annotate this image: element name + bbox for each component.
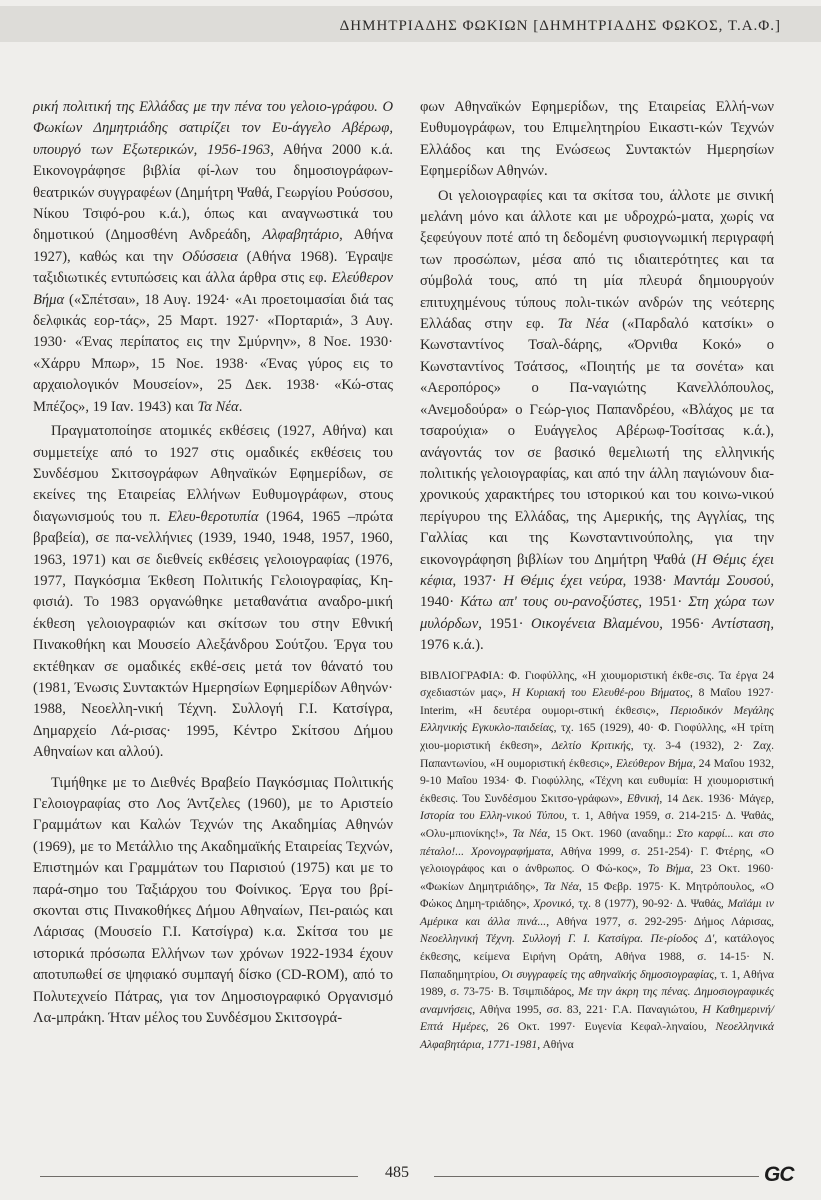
- text-run: , 26 Οκτ. 1997· Ευγενία Κεφαλ-ληναίου,: [485, 1020, 716, 1034]
- paragraph: [33, 773, 393, 1030]
- italic-title: Τα Νέα: [197, 398, 239, 415]
- text-run: , 1956·: [659, 615, 712, 632]
- text-run: , Αθήνα 1927), καθώς και την: [33, 227, 393, 265]
- text-run: , 1951·: [478, 615, 531, 632]
- italic-title: Κάτω απ' τους ου-ρανοξύστες: [460, 594, 639, 611]
- page-number: 485: [385, 1164, 409, 1181]
- italic-title: Αλφαβητάριο: [262, 227, 340, 244]
- text-run: , 24 Μαΐου 1932, 9-10 Μαΐου 1934· Φ. Γιοφύλλης, «Τέχνη και ευθυμία: Η χιουμοριστική έκθεσις. Του Συνδέσμου Σκιτσο-γράφων»,: [420, 756, 774, 805]
- running-title: ΔΗΜΗΤΡΙΑΔΗΣ ΦΩΚΙΩΝ [ΔΗΜΗΤΡΙΑΔΗΣ ΦΩΚΟΣ, Τ.Α.Φ.]: [339, 18, 781, 34]
- running-header: [0, 6, 821, 42]
- text-run: , Αθήνα 2000 κ.ά. Εικονογράφησε βιβλία φί-λων του δημοσιογράφων-θεατρικών συγγραφέων (Δημήτρη Ψαθά, Γεωργίου Ρούσσου, Νίκου Τσιφό-ρου κ.ά.), όπως και αναγνωστικά του δημοτικού (Δημοσθένη Ανδρεάδη,: [33, 141, 393, 244]
- italic-title: Οικογένεια Βλαμένου: [530, 615, 660, 632]
- italic-title: Η Καθημερινή/Επτά Ημέρες: [420, 1002, 774, 1034]
- text-run: («Παρδαλό κατσίκι» ο Κωνσταντίνος Τσαλ-δάρης, «Όρνιθα Κοκό» ο Κωνσταντίνος Τσάτσος, «Ποιητής με τα σονέτα» και «Αεροπόρος» ο Πα-ναγιώτης Κανελλόπουλος, «Ανεμοδούρα» ο Γεώρ-γιος Παπανδρέου, «Βλάχος με τα τσαρούχια» ο Ευάγγελος Αβέρωφ-Τοσίτσας κ.ά.), ανάγοντάς τον σε βασικό θεμελιωτή της ελληνικής πολιτικής γελοιογραφίας, και από την άλλη παγιώνουν δια-χρονικούς χαρακτήρες του ιστορικού και του κοινω-νικού περίγυρου της Ελλάδας, της Αμερικής, της Αγγλίας, της Γαλλίας και της Κωνσταντινούπολης, για την εικονογράφηση βιβλίων του Δημήτρη Ψαθά (: [420, 316, 775, 568]
- text-run: , 8 Μαΐου 1927· Interim, «Η δευτέρα ουμορι-στική έκθεσις»,: [420, 686, 775, 717]
- footer-rule: [40, 1176, 358, 1177]
- italic-title: Τα Νέα: [543, 879, 579, 893]
- italic-title: Εθνική: [626, 791, 660, 805]
- text-run: Τιμήθηκε με το Διεθνές Βραβείο Παγκόσμιας Πολιτικής Γελοιογραφίας στο Λος Άντζελες (1960), με το Αριστείο Γραμμάτων και Καλών Τεχνών της Ακαδημίας Αθηνών (1969), με το Μετάλλιο της Ακαδημαϊκής Εταιρείας Τεχνών, Επιστημών και Γραμμάτων του Παρισιού (1975) και με το παρά-σημο του Ταξιάρχου του Φοίνικος. Έργα του βρί-σκονται στις Πινακοθήκες Δήμου Αθηναίων, Πει-ραιώς και Λάρισας (Μουσείο Γ.Ι. Κατσίγρα) κ.α. Σκίτσα του με ιστορικά πρόσωπα Ελλήνων των χρόνων 1922-1934 έχουν αποτυπωθεί σε ψηφιακό συμπαγή δίσκο (CD-ROM), από το Πολυτεχνείο Πάτρας, για τον Δημοσιογραφικό Οργανισμό Λα-μπράκη. Ήταν μέλος του Συνδέσμου Σκιτσογρά-: [33, 774, 393, 1027]
- text-run: , τχ. 3-4 (1932), 2· Ζαχ. Παπαντωνίου, «Η ουμοριστική έκθεσις»,: [420, 738, 775, 770]
- text-run: , 1976 κ.ά.).: [420, 615, 774, 654]
- text-run: φων Αθηναϊκών Εφημερίδων, της Εταιρείας Ελλή-νων Ευθυμογράφων, του Επιμελητηρίου Εικαστι-κών Τεχνών Ελλάδος και της Ενώσεως Συντακτών Ημερησίων Εφημερίδων Αθηνών.: [420, 99, 774, 180]
- italic-title: Ιστορία του Ελλη-νικού Τύπου: [420, 809, 565, 823]
- footer-rule: [434, 1176, 759, 1177]
- text-run: («Σπέτσαι», 18 Αυγ. 1924· «Αι προετοιμασίαι διά τας δελφικάς εορ-τάς», 25 Μαρτ. 1927· «Πορταριά», 3 Αυγ. 1930· «Ένας περίπατος εις την Σμύρνην», 8 Νοε. 1930· «Χάρρυ Μπωρ», 15 Νοε. 1938· «Ένας γύρος εις το αρχαιολογικόν Μουσείον», 25 Δεκ. 1938· «Κώ-στας Μπέζος», 19 Ιαν. 1943) και: [33, 291, 393, 415]
- text-run: (1964, 1965 –πρώτα βραβεία), σε πα-νελλήνιες (1939, 1940, 1948, 1957, 1960, 1963, 1971) και σε διεθνείς εκθέσεις γελοιογραφίας (1976, 1977, Παγκόσμια Έκθεση Πολιτικής Γελοιογραφίας, Κη-φισιά). Το 1983 οργανώθηκε μεταθανάτια αναδρο-μική έκθεση γελοιογραφιών και σκίτσων του στην Εθνική Πινακοθήκη και Μουσείο Αλεξάνδρου Σούτζου. Έργα του εκτέθηκαν σε ομαδικές εκθέ-σεις μετά τον θάνατό του (1981, Ένωσις Συντακτών Ημερησίων Εφημερίδων Αθηνών· 1988, Νεοελλη-νική Τέχνη. Συλλογή Γ.Ι. Κατσίγρα, Δημαρχείο Λά-ρισας· 1995, Κέντρο Σκίτσου Δήμου Αθηναίων και αλλού).: [33, 508, 393, 761]
- paragraph: [33, 421, 393, 764]
- text-run: Πραγματοποίησε ατομικές εκθέσεις (1927, Αθήνα) και συμμετείχε από το 1927 στις ομαδικές εκθέσεις του Συνδέσμου Σκιτσογράφων Αθηναϊκών Εφημερίδων, σε εκείνες της Εταιρείας Ελλήνων Ευθυμογράφων, στους διαγωνισμούς του π.: [33, 423, 393, 525]
- text-run: , 15 Φεβρ. 1975· Κ. Μητρόπουλος, «Ο Φώκος Δημη-τριάδης»,: [420, 879, 774, 911]
- text-run: ΒΙΒΛΙΟΓΡΑΦΙΑ: Φ. Γιοφύλλης, «Η χιουμοριστική έκθε-σις. Τα έργα 24 σχεδιαστών μας»,: [420, 668, 774, 700]
- text-run: , Αθήνα: [537, 1038, 574, 1052]
- italic-title: Στο καρφί... και στο πέταλο!... Χρονογραφήματα: [420, 826, 774, 858]
- text-run: , 15 Οκτ. 1960 (αναδημ.:: [547, 826, 677, 840]
- text-run: , 1938·: [622, 572, 674, 589]
- text-run: , κατάλογος έκθεσης, κείμενα Ειρήνη Οράτη, Αθήνα 1988, σ. 14-15· Ν. Παπαδημητρίου,: [420, 932, 774, 981]
- italic-title: Ελευ-θεροτυπία: [167, 508, 259, 525]
- paragraph: [420, 97, 774, 183]
- text-run: , 14 Δεκ. 1936· Μάγερ,: [659, 791, 775, 805]
- paragraph: [420, 186, 774, 657]
- italic-title: Ελεύθερον Βήμα: [615, 756, 693, 770]
- italic-title: Νεοελληνικά Αλφαβητάρια, 1771-1981: [420, 1020, 774, 1052]
- text-run: , Αθήνα 1977, σ. 292-295· Δήμος Λάρισας,: [546, 914, 774, 928]
- text-run: , τχ. 165 (1929), 40· Φ. Γιοφύλλης, «Η τρίτη χιου-μοριστική έκθεση»,: [420, 721, 774, 752]
- text-run: .: [238, 398, 243, 415]
- italic-title: Νεοελληνική Τέχνη. Συλλογή Γ. Ι. Κατσίγρα. Πε-ρίοδος Δ': [420, 932, 715, 946]
- text-run: , 1940·: [420, 572, 774, 611]
- left-column: [33, 97, 393, 1029]
- italic-title: Το Βήμα: [647, 862, 691, 876]
- paragraph: [33, 97, 393, 418]
- text-run: , τ. 1, Αθήνα 1959, σ. 214-215· Δ. Ψαθάς, «Ολυ-μπιονίκης!»,: [420, 809, 774, 840]
- italic-title: Αντίσταση: [711, 615, 771, 632]
- bibliography: [420, 667, 774, 1054]
- text-run: , τ. 1, Αθήνα 1989, σ. 73-75· Β. Τσιμπιδάρος,: [420, 967, 775, 999]
- italic-title: Οδύσσεια: [182, 248, 238, 265]
- italic-title: Η Θέμις έχει νεύρα: [503, 572, 623, 589]
- italic-title: Η Κυριακή του Ελευθέ-ρου Βήματος: [511, 686, 690, 700]
- italic-title: Με την άκρη της πένας. Δημοσιογραφικές αναμνήσεις: [420, 985, 774, 1016]
- italic-title: Στη χώρα των μυλόρδων: [420, 594, 774, 632]
- italic-title: ρική πολιτική της Ελλάδας με την πένα του γελοιο-γράφου. Ο Φωκίων Δημητριάδης σατιρίζει τον Ευ-άγγελο Αβέρωφ, υπουργό των Εξωτερικών, 1956-1963: [33, 99, 393, 158]
- text-run: , 1951·: [638, 594, 689, 611]
- text-run: , Αθήνα 1999, σ. 251-254)· Γ. Φτέρης, «Ο γελοιογράφος και ο άνθρωπος. Ο Φώ-κος»,: [420, 844, 775, 876]
- text-run: , 23 Οκτ. 1960· «Φωκίων Δημητριάδης»,: [420, 862, 774, 893]
- italic-title: Περιοδικόν Μεγάλης Ελληνικής Εγκυκλο-παιδείας: [420, 703, 774, 735]
- italic-title: Μαντάμ Σουσού: [673, 572, 771, 589]
- right-column: [420, 97, 774, 1054]
- text-run: Οι γελοιογραφίες και τα σκίτσα του, άλλοτε με σινική μελάνη μόνο και άλλοτε και με υδροχρώ-ματα, χωρίς να ξεφεύγουν ποτέ από τη δεδομένη φυσιογνωμική περιγραφή των προσώπων, μέσα από τις ιδιαιτερότητες και τα σύμβολά τους, από τη μία πλευρά δημιουργούν επιτυχημένους τύπους πολι-τικών ανδρών της νεότερης Ελλάδας στην εφ.: [420, 187, 774, 333]
- italic-title: Δελτίο Κριτικής: [551, 738, 631, 752]
- text-run: (Αθήνα 1968). Έγραψε ταξιδιωτικές εντυπώσεις και άλλα άρθρα στις εφ.: [33, 248, 393, 287]
- italic-title: Τα Νέα: [512, 826, 548, 840]
- italic-title: Ελεύθερον Βήμα: [33, 270, 393, 308]
- italic-title: Μαϊάμι ιν Αμέρικα και άλλα πινά...: [420, 897, 774, 928]
- text-run: , Αθήνα 1995, σσ. 83, 221· Γ.Α. Παναγιώτου,: [472, 1002, 703, 1016]
- italic-title: Τα Νέα: [557, 316, 609, 333]
- gc-logo: GC: [764, 1163, 794, 1186]
- italic-title: Οι συγγραφείς της αθηναϊκής δημοσιογραφίας: [501, 967, 715, 981]
- text-run: , τχ. 8 (1977), 90-92· Δ. Ψαθάς,: [571, 897, 728, 911]
- italic-title: Η Θέμις έχει κέφια: [420, 551, 775, 589]
- italic-title: Χρονικό: [533, 897, 572, 911]
- text-run: , 1937·: [452, 572, 504, 589]
